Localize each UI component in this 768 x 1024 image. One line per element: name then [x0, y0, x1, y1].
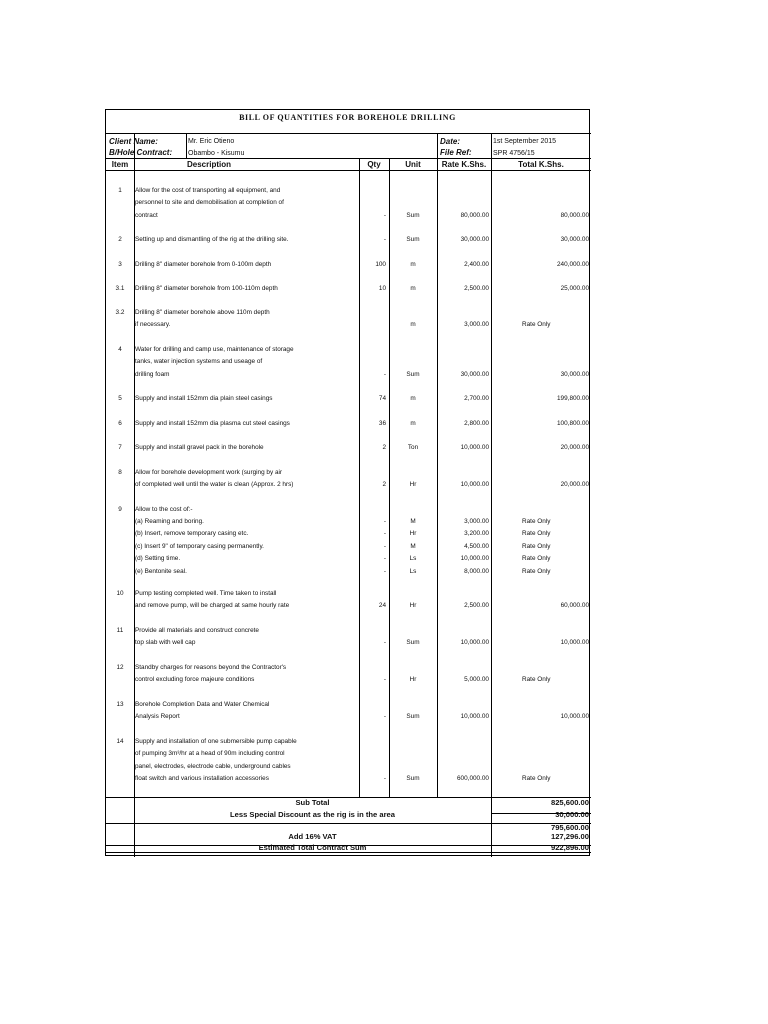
sub-item-rate: 10,000.00	[460, 555, 489, 563]
item-qty: 10	[378, 285, 386, 292]
column-header-total: Total K.Shs.	[518, 160, 564, 169]
item-description: Drilling 8" diameter borehole from 100-110m depth	[135, 285, 278, 292]
column-header-qty: Qty	[367, 160, 381, 169]
item-rate: 30,000.00	[460, 370, 489, 378]
item-description: Setting up and dismantling of the rig at the drilling site.	[135, 236, 289, 243]
item-unit: Ton	[407, 444, 419, 451]
item-description: float switch and various installation accessories	[135, 775, 269, 783]
sub-item-qty: -	[383, 555, 386, 563]
item-total: 10,000.00	[560, 639, 589, 647]
item-rate: 2,500.00	[464, 285, 489, 292]
item-description: Water for drilling and camp use, maintenance of storage	[135, 346, 294, 353]
item-rate: 10,000.00	[460, 713, 489, 721]
item-total: 10,000.00	[560, 713, 589, 721]
document-title: BILL OF QUANTITIES FOR BOREHOLE DRILLING	[239, 113, 456, 122]
header-divider	[106, 158, 591, 159]
sub-item-total: Rate Only	[522, 518, 551, 525]
item-rate: 10,000.00	[460, 481, 489, 489]
item-unit: m	[410, 261, 416, 268]
item-number: 4	[118, 346, 122, 353]
item-rate: 80,000.00	[460, 211, 489, 219]
item-number: 2	[118, 236, 122, 243]
grand-total-value: 922,896.00	[550, 843, 589, 852]
item-rate: 10,000.00	[460, 639, 489, 647]
sub-item-qty: -	[383, 518, 386, 525]
sub-item-total: Rate Only	[522, 567, 551, 575]
client-name-label: Client Name:	[109, 137, 158, 146]
item-qty: 36	[378, 420, 386, 427]
item-description: contract	[135, 211, 158, 219]
grand-total-label: Estimated Total Contract Sum	[258, 843, 367, 852]
item-number: 3.2	[115, 309, 125, 316]
item-qty: 2	[382, 444, 386, 451]
sub-item-description: (b) Insert, remove temporary casing etc.	[135, 530, 249, 538]
vat-value: 127,296.00	[550, 832, 589, 841]
item-description: Allow to the cost of:-	[135, 506, 193, 513]
qty-col-line	[359, 158, 360, 797]
item-total: 80,000.00	[560, 211, 589, 219]
sub-item-rate: 3,000.00	[464, 518, 489, 525]
item-qty: -	[383, 639, 386, 647]
sub-item-unit: M	[410, 518, 416, 525]
item-total: 20,000.00	[560, 444, 589, 451]
sub-item-qty: -	[383, 567, 386, 575]
item-number: 13	[116, 701, 124, 708]
item-number: 5	[118, 395, 122, 402]
item-unit: m	[410, 395, 416, 402]
item-description: and remove pump, will be charged at same hourly rate	[135, 602, 290, 610]
item-total: 240,000.00	[557, 261, 589, 268]
item-unit: Sum	[406, 639, 420, 647]
contract-value: Obambo - Kisumu	[188, 150, 245, 157]
item-rate: 2,400.00	[464, 261, 489, 268]
item-unit: Sum	[406, 370, 420, 378]
item-description: Borehole Completion Data and Water Chemical	[135, 701, 270, 708]
item-description: of pumping 3m³/hr at a head of 90m including control	[135, 750, 285, 758]
item-rate: 30,000.00	[460, 236, 489, 243]
sub-item-total: Rate Only	[522, 555, 551, 563]
vat-label: Add 16% VAT	[288, 832, 337, 841]
sub-item-unit: M	[410, 542, 416, 550]
sub-item-total: Rate Only	[522, 542, 551, 550]
sub-item-description: (d) Setting time.	[135, 555, 181, 563]
item-description: Supply and install 152mm dia plain steel casings	[135, 395, 273, 402]
item-qty: -	[383, 775, 386, 783]
item-rate: 600,000.00	[457, 775, 489, 783]
item-total: 199,800.00	[557, 395, 589, 402]
subtotal-label: Sub Total	[295, 798, 330, 807]
item-unit: m	[410, 420, 416, 427]
column-header-item: Item	[111, 160, 129, 169]
item-number: 3	[118, 261, 122, 268]
item-total: 25,000.00	[560, 285, 589, 292]
item-total: Rate Only	[522, 775, 551, 783]
item-total: 30,000.00	[560, 370, 589, 378]
sub-item-description: (c) Insert 9" of temporary casing permanently.	[135, 542, 264, 550]
item-unit: Hr	[409, 676, 417, 684]
item-description: Standby charges for reasons beyond the Contractor's	[135, 664, 287, 671]
item-description: tanks, water injection systems and useage of	[135, 358, 263, 366]
columns-divider	[106, 170, 591, 171]
item-unit: Hr	[409, 602, 417, 610]
item-qty: -	[383, 713, 386, 721]
item-number: 8	[118, 469, 122, 476]
title-divider	[106, 133, 591, 134]
sub-item-unit: Ls	[409, 555, 417, 563]
discount-value: 30,000.00	[555, 810, 589, 819]
sub-item-total: Rate Only	[522, 530, 551, 538]
item-total: 30,000.00	[560, 236, 589, 243]
item-number: 3.1	[115, 285, 125, 292]
item-rate: 2,700.00	[464, 395, 489, 402]
item-description: Supply and install gravel pack in the borehole	[135, 444, 264, 451]
item-unit: Sum	[406, 775, 420, 783]
subtotal-value: 825,600.00	[550, 798, 589, 807]
item-description: Supply and install 152mm dia plasma cut steel casings	[135, 420, 290, 427]
item-rate: 3,000.00	[464, 321, 489, 329]
item-qty: -	[383, 676, 386, 684]
item-rate: 2,800.00	[464, 420, 489, 427]
net-value: 795,600.00	[550, 823, 589, 832]
sub-item-rate: 4,500.00	[464, 542, 489, 550]
item-qty: -	[383, 370, 386, 378]
column-header-unit: Unit	[405, 160, 421, 169]
item-qty: 24	[378, 602, 386, 610]
sub-item-description: (e) Bentonite seal.	[135, 567, 187, 575]
item-description: Drilling 8" diameter borehole above 110m depth	[135, 309, 270, 316]
item-description: Drilling 8" diameter borehole from 0-100m depth	[135, 261, 272, 268]
item-number: 11	[116, 627, 124, 634]
item-description: Supply and installation of one submersible pump capable	[135, 738, 297, 745]
item-total: 100,800.00	[557, 420, 589, 427]
item-total: 60,000.00	[560, 602, 589, 610]
item-qty: 2	[382, 481, 386, 489]
item-unit: Sum	[406, 713, 420, 721]
item-total: Rate Only	[522, 321, 551, 329]
item-number: 7	[118, 444, 122, 451]
item-unit: Hr	[409, 481, 417, 489]
date-label: Date:	[440, 137, 461, 146]
grand-divider	[106, 852, 591, 853]
item-qty: -	[383, 211, 386, 219]
item-description: control excluding force majeure conditions	[135, 676, 255, 684]
item-rate: 2,500.00	[464, 602, 489, 610]
item-qty: 74	[378, 395, 386, 402]
date-value: 1st September 2015	[493, 138, 557, 145]
item-number: 14	[116, 738, 124, 745]
item-description: Allow for borehole development work (surging by air	[135, 469, 283, 476]
item-description: drilling foam	[135, 370, 170, 378]
item-unit: m	[410, 321, 416, 329]
item-description: Allow for the cost of transporting all equipment, and	[135, 187, 281, 194]
client-name-value: Mr. Eric Otieno	[188, 138, 235, 145]
unit-col-line	[389, 158, 390, 797]
client-col-line	[186, 133, 187, 158]
item-description: top slab with well cap	[135, 639, 196, 647]
item-number: 1	[118, 187, 122, 194]
item-total: 20,000.00	[560, 481, 589, 489]
item-description: Provide all materials and construct concrete	[135, 627, 259, 634]
column-header-description: Description	[186, 160, 231, 169]
sub-item-unit: Hr	[409, 530, 417, 538]
item-total: Rate Only	[522, 676, 551, 684]
item-rate: 10,000.00	[460, 444, 489, 451]
item-qty: -	[383, 236, 386, 243]
item-unit: Sum	[406, 236, 420, 243]
item-qty: 100	[375, 261, 386, 268]
item-description: Analysis Report	[135, 713, 180, 721]
item-unit: Sum	[406, 211, 420, 219]
item-number: 10	[116, 590, 124, 597]
sub-item-qty: -	[383, 542, 386, 550]
bill-of-quantities-sheet	[105, 109, 590, 856]
item-number: 9	[118, 506, 122, 513]
rate-col-line	[437, 133, 438, 797]
discount-label: Less Special Discount as the rig is in the area	[229, 810, 395, 819]
item-description: Pump testing completed well. Time taken to install	[135, 590, 277, 597]
sub-item-unit: Ls	[409, 567, 417, 575]
item-description: panel, electrodes, electrode cable, underground cables	[135, 762, 291, 770]
item-number: 12	[116, 664, 124, 671]
item-rate: 5,000.00	[464, 676, 489, 684]
item-number: 6	[118, 420, 122, 427]
item-description: personnel to site and demobilisation at completion of	[135, 199, 284, 207]
file-ref-label: File Ref:	[440, 148, 472, 157]
item-description: if necessary.	[135, 321, 171, 329]
sub-item-description: (a) Reaming and boring.	[135, 518, 204, 525]
column-header-rate: Rate K.Shs.	[441, 160, 487, 169]
sub-item-qty: -	[383, 530, 386, 538]
file-ref-value: SPR 4756/15	[493, 150, 535, 157]
item-description: of completed well until the water is clean (Approx. 2 hrs)	[135, 481, 294, 489]
item-unit: m	[410, 285, 416, 292]
sub-item-rate: 3,200.00	[464, 530, 489, 538]
sub-item-rate: 8,000.00	[464, 567, 489, 575]
contract-label: B/Hole Contract:	[109, 148, 173, 157]
